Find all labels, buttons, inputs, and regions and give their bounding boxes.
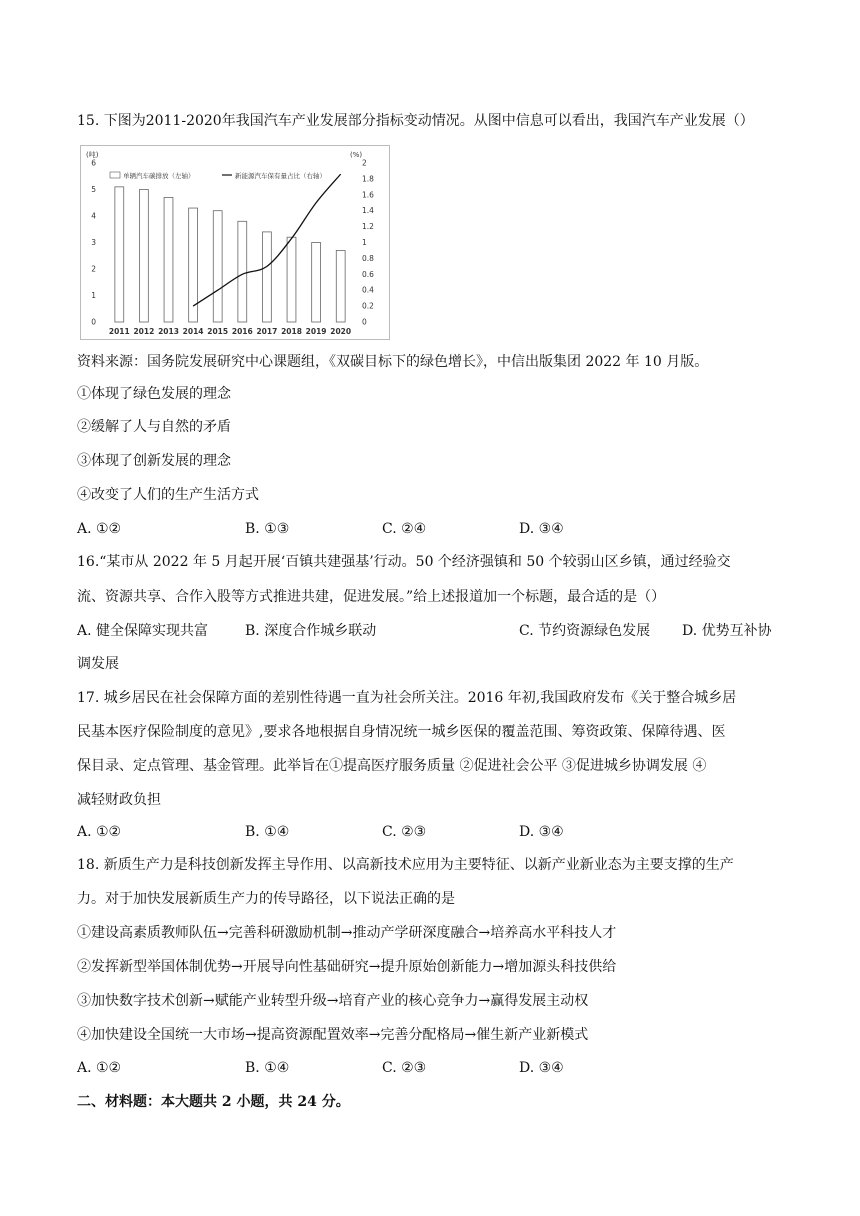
right-tick-label: 0.6	[362, 269, 374, 279]
x-tick-label: 2015	[207, 327, 229, 336]
bar-2019	[312, 243, 321, 323]
bar-2017	[262, 232, 271, 322]
left-tick-label: 1	[91, 291, 96, 300]
q17-option-a[interactable]: A. ①②	[77, 824, 122, 840]
q16-option-b[interactable]: B. 深度合作城乡联动	[245, 623, 377, 639]
q17-stem-line-4: 减轻财政负担	[77, 792, 161, 808]
x-tick-label: 2012	[133, 327, 155, 336]
q15-option-d[interactable]: D. ③④	[519, 521, 564, 537]
section-2-heading: 二、材料题：本大题共 2 小题，共 24 分。	[77, 1094, 350, 1110]
left-tick-label: 4	[91, 211, 96, 221]
left-tick-label: 6	[91, 158, 96, 168]
right-tick-label: 2	[362, 158, 367, 168]
bar-2020	[336, 250, 345, 322]
q15-option-a[interactable]: A. ①②	[77, 521, 122, 537]
legend-line-label: 新能源汽车保有量占比（右轴）	[235, 172, 326, 180]
right-unit-label: (%)	[350, 151, 363, 159]
q16-stem-line-1: 16.“某市从 2022 年 5 月起开展‘百镇共建强基’行动。50 个经济强镇和 50 个较弱山区乡镇，通过经验交	[77, 554, 731, 570]
q15-option-b[interactable]: B. ①③	[245, 521, 290, 537]
x-tick-label: 2017	[256, 327, 278, 336]
q18-item-1: ①建设高素质教师队伍→完善科研激励机制→推动产学研深度融合→培养高水平科技人才	[77, 925, 617, 941]
x-tick-label: 2013	[158, 327, 179, 336]
q15-stem: 15. 下图为2011-2020年我国汽车产业发展部分指标变动情况。从图中信息可以看出，我国汽车产业发展（）	[77, 113, 754, 129]
q18-option-b[interactable]: B. ①④	[245, 1060, 290, 1076]
right-tick-label: 1.8	[362, 174, 374, 184]
x-tick-label: 2011	[108, 327, 130, 336]
q16-option-d[interactable]: D. 优势互补协	[682, 623, 772, 639]
q17-stem-line-2: 民基本医疗保险制度的意见》,要求各地根据自身情况统一城乡医保的覆盖范围、筹资政策、保障待遇、医	[77, 724, 726, 740]
q18-option-a[interactable]: A. ①②	[77, 1060, 122, 1076]
q15-item-2: ②缓解了人与自然的矛盾	[77, 419, 231, 435]
q15-item-1: ①体现了绿色发展的理念	[77, 386, 231, 402]
q17-option-b[interactable]: B. ①④	[245, 824, 290, 840]
q18-stem-line-2: 力。对于加快发展新质生产力的传导路径，以下说法正确的是	[77, 891, 455, 907]
bar-2011	[115, 187, 124, 322]
q18-item-2: ②发挥新型举国体制优势→开展导向性基础研究→提升原始创新能力→增加源头科技供给	[77, 959, 617, 975]
q18-option-c[interactable]: C. ②③	[382, 1060, 427, 1076]
left-tick-label: 3	[91, 238, 96, 247]
legend-bar-label: 单辆汽车碳排放（左轴）	[123, 172, 195, 180]
bar-2012	[139, 190, 148, 323]
right-tick-label: 0.4	[362, 285, 374, 295]
q15-chart	[80, 145, 390, 340]
left-tick-label: 5	[91, 185, 96, 194]
x-tick-label: 2016	[231, 327, 253, 336]
q17-stem-line-3: 保目录、定点管理、基金管理。此举旨在①提高医疗服务质量 ②促进社会公平 ③促进城乡协调发展 ④	[77, 758, 707, 774]
q17-option-c[interactable]: C. ②③	[382, 824, 427, 840]
q15-item-4: ④改变了人们的生产生活方式	[77, 487, 259, 503]
right-tick-label: 0.8	[362, 253, 374, 263]
q18-item-4: ④加快建设全国统一大市场→提高资源配置效率→完善分配格局→催生新产业新模式	[77, 1027, 589, 1043]
q18-stem-line-1: 18. 新质生产力是科技创新发挥主导作用、以高新技术应用为主要特征、以新产业新业态为主要支撑的生产	[77, 857, 734, 873]
q17-stem-line-1: 17. 城乡居民在社会保障方面的差别性待遇一直为社会所关注。2016 年初,我国政府发布《关于整合城乡居	[77, 690, 737, 706]
bar-2015	[213, 211, 222, 322]
right-tick-label: 1.4	[362, 206, 374, 216]
q18-option-d[interactable]: D. ③④	[519, 1060, 564, 1076]
legend	[110, 171, 326, 180]
right-tick-label: 0.2	[362, 301, 374, 311]
q15-option-c[interactable]: C. ②④	[382, 521, 427, 537]
right-tick-label: 0	[362, 317, 367, 327]
bar-2018	[287, 237, 296, 322]
x-tick-label: 2019	[305, 327, 327, 336]
q16-option-d-continued: 调发展	[77, 656, 119, 672]
x-tick-label: 2020	[330, 327, 352, 336]
q16-stem-line-2: 流、资源共享、合作入股等方式推进共建，促进发展。”给上述报道加一个标题，最合适的是（）	[77, 589, 666, 605]
left-tick-label: 0	[91, 317, 96, 327]
x-tick-label: 2014	[182, 327, 204, 336]
bar-2013	[164, 197, 173, 322]
bar-2016	[238, 221, 247, 322]
q17-option-d[interactable]: D. ③④	[519, 824, 564, 840]
x-tick-label: 2018	[281, 327, 302, 336]
left-unit-label: (吨)	[86, 151, 99, 159]
left-tick-label: 2	[91, 264, 96, 274]
q15-item-3: ③体现了创新发展的理念	[77, 453, 231, 469]
q18-item-3: ③加快数字技术创新→赋能产业转型升级→培育产业的核心竞争力→赢得发展主动权	[77, 993, 589, 1009]
q16-option-a[interactable]: A. 健全保障实现共富	[77, 623, 209, 639]
q16-option-c[interactable]: C. 节约资源绿色发展	[519, 623, 651, 639]
q15-source: 资料来源：国务院发展研究中心课题组，《双碳目标下的绿色增长》，中信出版集团 2022 年 10 月版。	[77, 354, 709, 370]
right-tick-label: 1	[362, 238, 367, 247]
bar-2014	[189, 208, 198, 322]
legend-bar-swatch	[110, 172, 120, 178]
right-tick-label: 1.6	[362, 190, 374, 200]
right-tick-label: 1.2	[362, 222, 374, 232]
